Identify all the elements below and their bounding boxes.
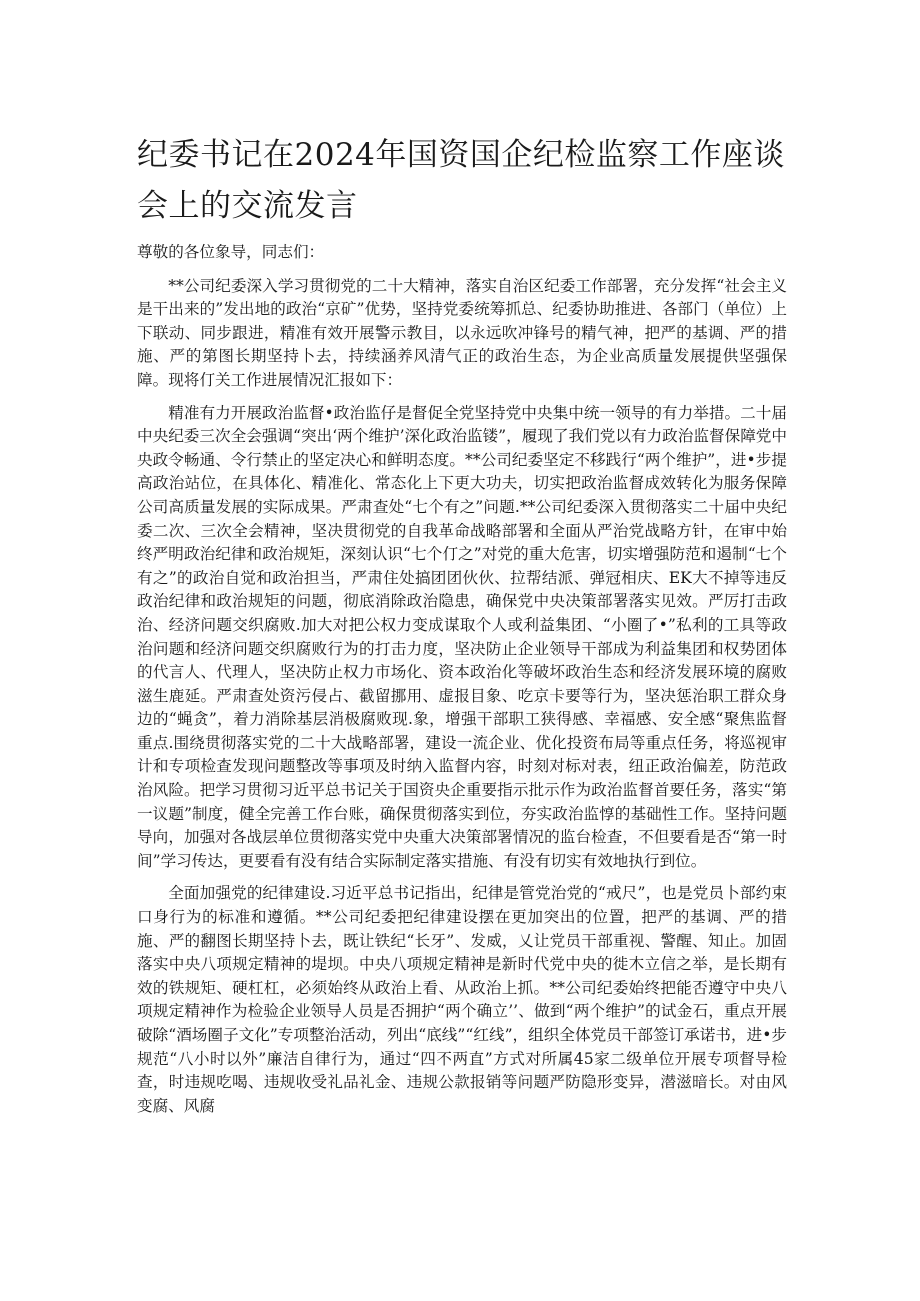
- document-title: 纪委书记在2024年国资国企纪检监察工作座谈会上的交流发言: [137, 137, 785, 224]
- paragraph-intro: **公司纪委深入学习贯彻党的二十大精神，落实自治区纪委工作部署，充分发挥“社会主义是干出来的”发出地的政治“京矿”优势，坚持党委统筹抓总、纪委协助推进、各部门（单位）上下联动、同步跟进，精准有效开展警示教目，以永远吹冲锋号的精气神，把严的基调、严的措施、严的第图长期坚持卜去，持续涵养风清气正的政治生态，为企业高质量发展提供坚强保障。现将仃关工作进展情况汇报如下：: [137, 276, 787, 389]
- paragraph-discipline-building: 全面加强党的纪律建设.习近平总书记指出，纪律是管党治党的“戒尺”，也是党员卜部约束口身行为的标准和遵循。**公司纪委把纪律建设摆在更加突出的位置，把严的基调、严的措施、严的翻图长期坚持卜去，既让铁纪“长牙”、发威，乂让党员干部重视、警醒、知止。加固落实中央八项规定精神的堤坝。中央八项规定精神是新时代党中央的徙木立信之举，是长期有效的铁规矩、硬杠杠，必须始终从政治上看、从政治上抓。**公司纪委始终把能否遵守中央八项规定精神作为检验企业领导人员是否拥护“两个确立’’、做到“两个维护”的试金石，重点开展破除“酒场圈子文化”专项整治活动，列出“底线”“红线”，组织全体党员干部签订承诺书，进•步规范“八小时以外”廉洁自律行为，通过“四不两直”方式对所属45家二级单位开展专项督导检查，时违规吃喝、违规收受礼品礼金、违规公款报销等问题严防隐形变异，潜滋暗长。对由风变腐、风腐: [137, 884, 787, 1115]
- paragraph-political-supervision: 精准有力开展政治监督•政治监仔是督促全党坚持党中央集中统一领导的有力举措。二十届中央纪委三次全会强调“突出‘两个维护’深化政治监镂”，履现了我们党以有力政治监督保障党中央政令畅通、令行禁止的坚定决心和鲜明态度。**公司纪委坚定不移践行“两个维护”，进•步提高政治站位，在具体化、精准化、常态化上下更大功夫，切实把政治监督成效转化为服务保障公司高质量发展的实际成果。严肃查处“七个有之”问题.**公司纪委深入贯彻落实二十届中央纪委二次、三次全会精神，坚决贯彻党的自我革命战略部署和全面从严治党战略方针，在审中始终严明政治纪律和政治规矩，深刻认识“七个仃之”对党的重大危害，切实增强防范和遏制“七个有之”的政治自觉和政治担当，严肃住处搞团团伙伙、拉帮结派、弹冠相庆、EK大不掉等违反政治纪律和政治规矩的问题，彻底消除政治隐患，确保党中央决策部署落实见效。严厉打击政治、经济问题交织腐败.加大对把公权力变成谋取个人或利益集团、“小圈了•”私利的工具等政治问题和经济问题交织腐败行为的打击力度，坚决防止企业领导干部成为利益集团和权势团体的代言人、代理人，坚决防止权力市场化、资本政治化等破坏政治生态和经济发展环境的腐败滋生鹿延。严肃查处资污侵占、截留挪用、虚报目象、吃京卡要等行为，坚决惩治职工群众身边的“蝇贪”，着力消除基层消极腐败现.象，增强干部职工狭得感、幸福感、安全感“聚焦监督重点.围绕贯彻落实党的二十大战略部署，建设一流企业、优化投资布局等重点任务，将巡视审计和专项检查发现问题整改等事项及时纳入监督内容，时刻对标对表，纽正政治偏差，防范政治风险。把学习贯彻习近平总书记关于国资央企重要指示批示作为政治监督首要任务，落实“第一议题”制度，健全完善工作台账，确保贯彻落实到位，夯实政治监惇的基础性工作。坚持问题导向，加强对各战层单位贯彻落实党中央重大决策部署情况的监台检查，不但要看是否“第一时间”学习传达，更要看有没有结合实际制定落实措施、有没有切实有效地执行到位。: [137, 403, 787, 870]
- document-body: [137, 241, 787, 1127]
- salutation: 尊敬的各位象导，同志们：: [137, 243, 325, 261]
